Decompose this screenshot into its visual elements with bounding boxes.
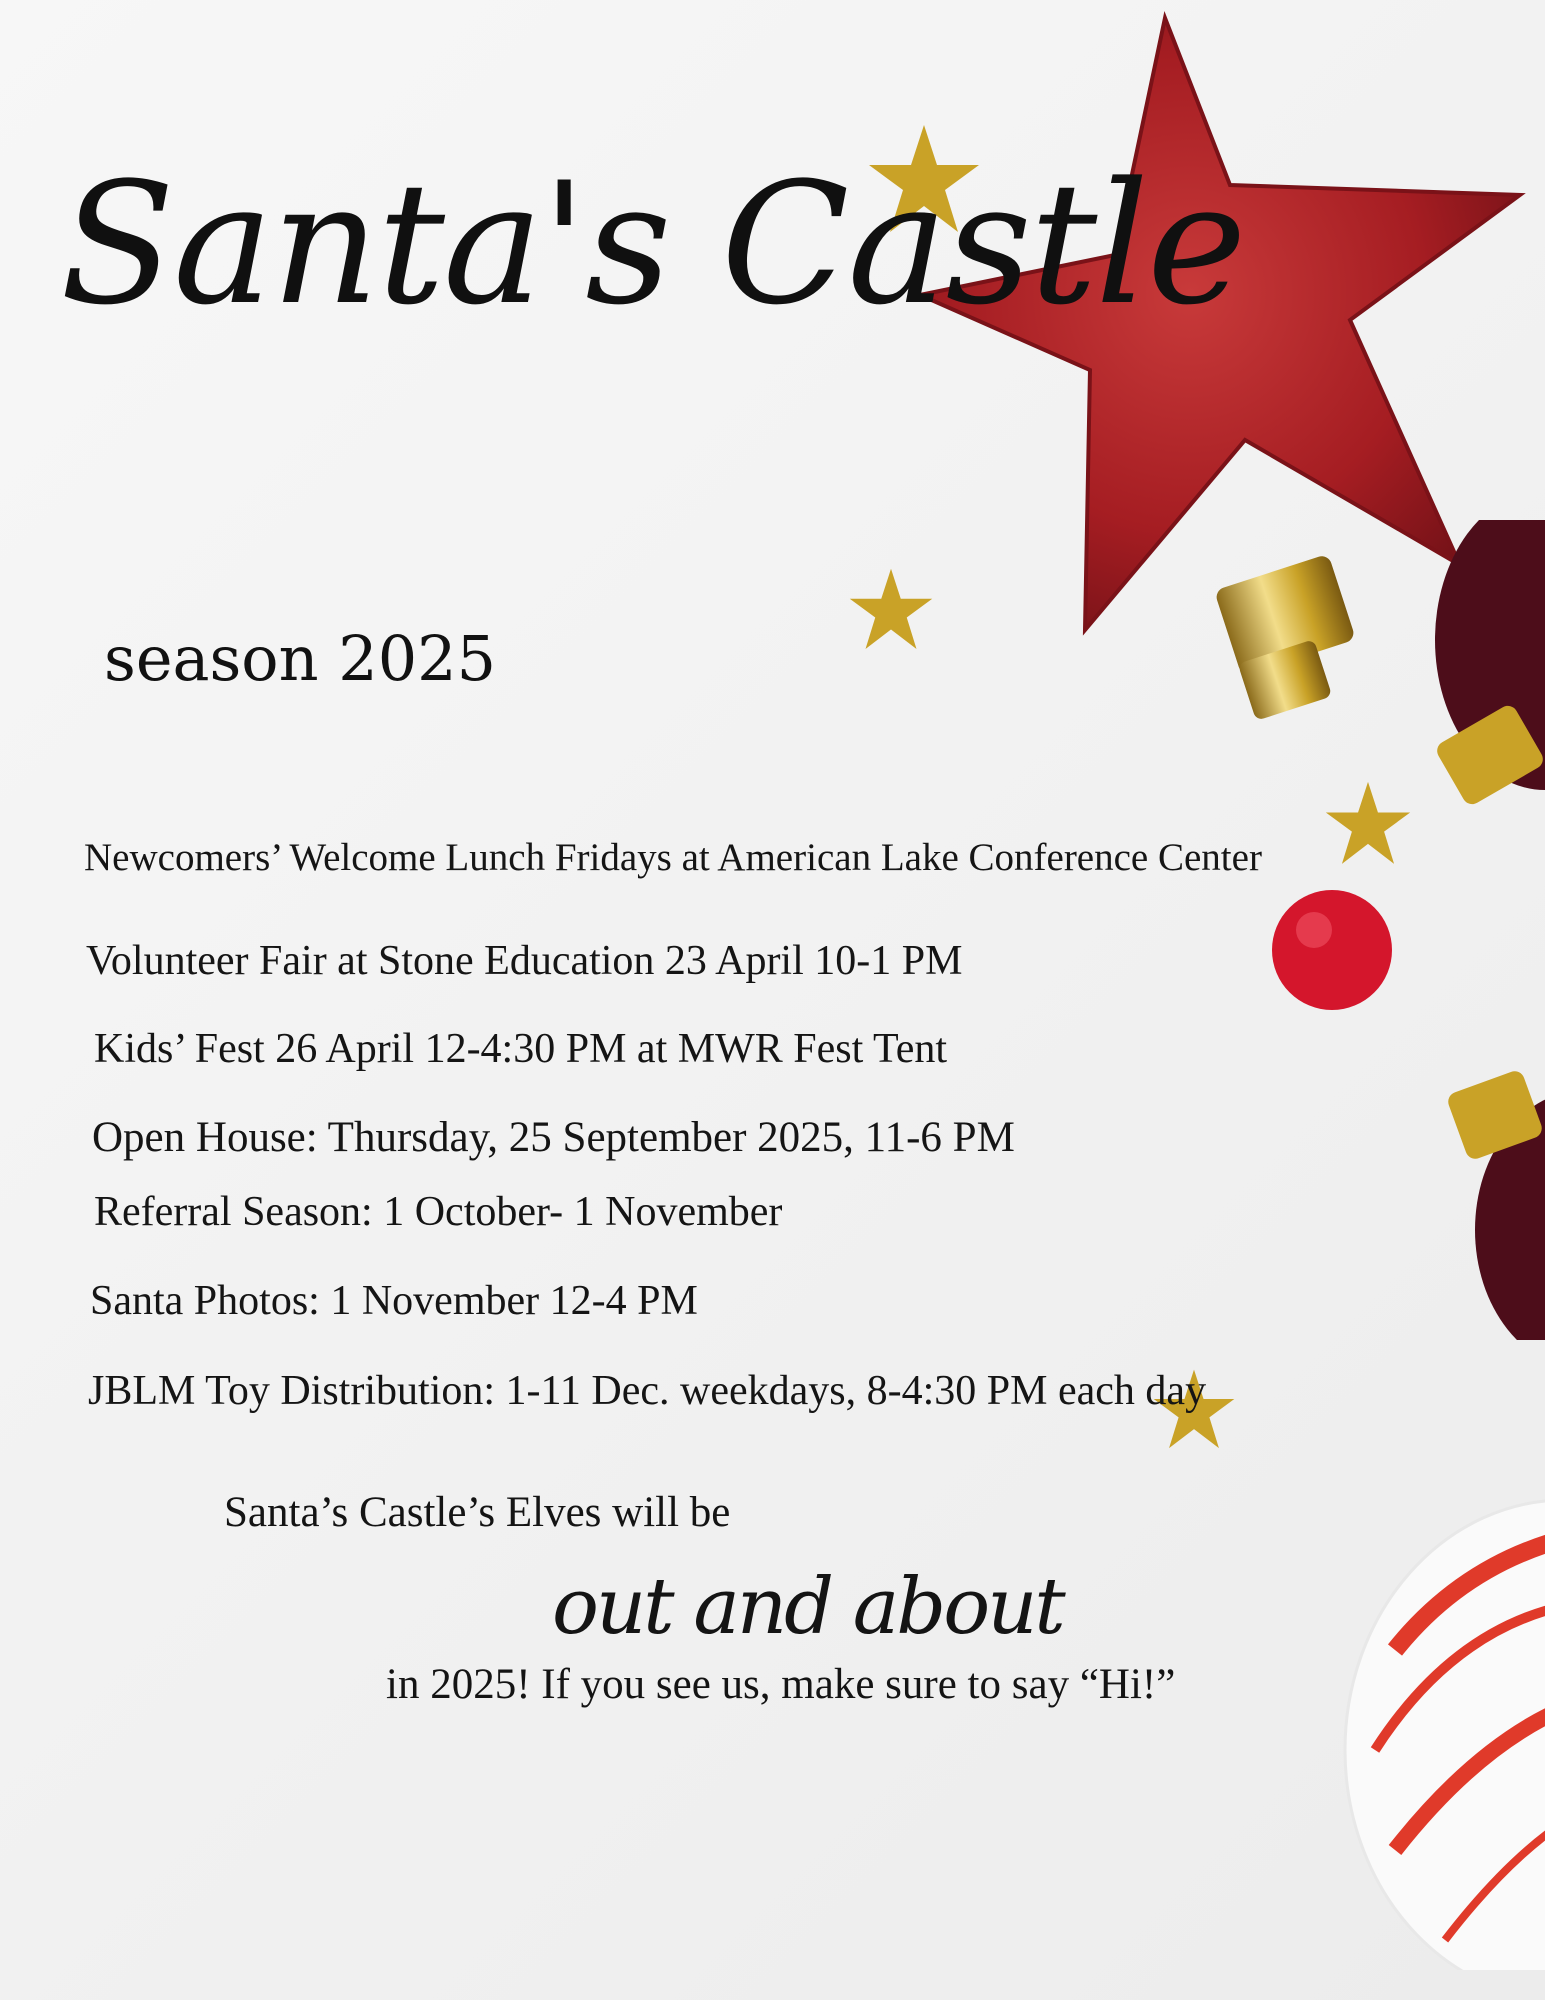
event-item: Open House: Thursday, 25 September 2025, 11-6 PM — [92, 1114, 1015, 1161]
flyer-title: Santa's Castle — [60, 146, 1245, 342]
christmas-bauble-icon — [1435, 1040, 1545, 1340]
christmas-bauble-icon — [1395, 520, 1545, 860]
event-item: Newcomers’ Welcome Lunch Fridays at American Lake Conference Center — [84, 836, 1262, 879]
closing-line-1: Santa’s Castle’s Elves will be — [224, 1489, 731, 1536]
red-berry-icon — [1262, 880, 1402, 1020]
event-item: Kids’ Fest 26 April 12-4:30 PM at MWR Fest Tent — [94, 1026, 948, 1072]
event-item: JBLM Toy Distribution: 1-11 Dec. weekdays, 8-4:30 PM each day — [88, 1368, 1207, 1414]
event-item: Volunteer Fair at Stone Education 23 April 10-1 PM — [86, 938, 963, 984]
gold-star-icon — [846, 565, 936, 655]
gold-star-icon — [1322, 778, 1414, 870]
candy-ornament-icon — [1305, 1490, 1545, 1970]
closing-line-2: in 2025! If you see us, make sure to say “Hi!” — [386, 1661, 1176, 1708]
event-item: Referral Season: 1 October- 1 November — [94, 1189, 783, 1235]
closing-script-text: out and about — [552, 1562, 1063, 1652]
event-item: Santa Photos: 1 November 12-4 PM — [90, 1278, 698, 1324]
season-subtitle: season 2025 — [104, 622, 497, 695]
